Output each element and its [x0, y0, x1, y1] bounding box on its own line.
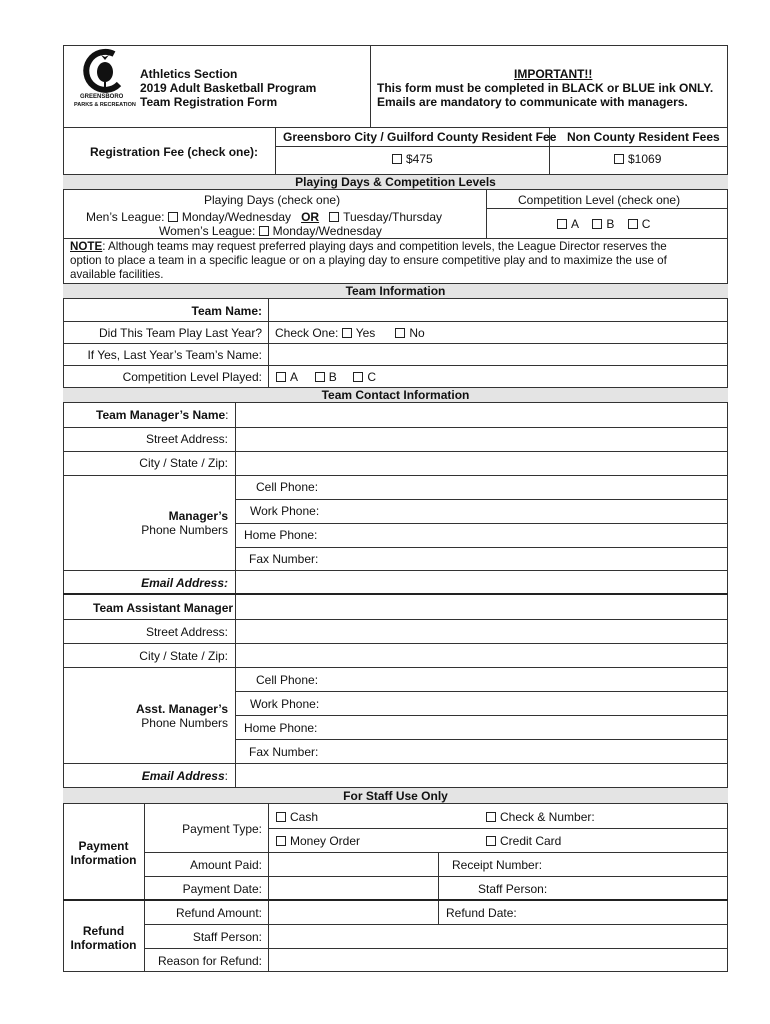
level-b-label: B — [606, 217, 615, 231]
no-label: No — [409, 326, 425, 340]
check-one-label: Check One: — [275, 326, 339, 340]
refund-reason-field[interactable] — [269, 949, 727, 971]
manager-fax-label: Fax Number: — [249, 552, 319, 566]
assistant-email-label: Email Address — [141, 769, 225, 783]
cash-checkbox[interactable] — [276, 812, 286, 822]
played-level-b-checkbox[interactable] — [315, 372, 325, 382]
refund-staff-label: Staff Person: — [192, 930, 262, 944]
cash-label: Cash — [290, 810, 319, 824]
mens-mon-wed-checkbox[interactable] — [168, 212, 178, 222]
played-level-c-label: C — [367, 370, 377, 384]
manager-street-label: Street Address: — [145, 432, 228, 446]
assistant-line-3 — [63, 667, 728, 668]
nonresident-fee-checkbox[interactable] — [614, 154, 624, 164]
amount-paid-label: Amount Paid: — [189, 858, 262, 872]
level-a-checkbox[interactable] — [557, 219, 567, 229]
competition-played-label: Competition Level Played: — [122, 370, 262, 384]
registration-fee-label: Registration Fee (check one): — [90, 145, 259, 159]
playing-days-header: Playing Days (check one) — [204, 193, 341, 207]
manager-bottom-line — [63, 593, 728, 595]
manager-work-label: Work Phone: — [250, 504, 320, 518]
note-label: NOTE — [70, 240, 103, 253]
playing-days-bottom-line — [63, 238, 728, 239]
assistant-phone-line-2 — [235, 715, 728, 716]
mens-mon-wed-label: Monday/Wednesday — [181, 210, 292, 224]
money-order-label: Money Order — [290, 834, 361, 848]
assistant-street-label: Street Address: — [145, 625, 228, 639]
level-b-checkbox[interactable] — [592, 219, 602, 229]
nonresident-fee-option[interactable] — [614, 152, 661, 166]
manager-email-label: Email Address: — [141, 576, 228, 590]
assistant-phone-line-3 — [235, 739, 728, 740]
manager-cell-label: Cell Phone: — [256, 480, 319, 494]
mens-tue-thu-label: Tuesday/Thursday — [343, 210, 443, 224]
manager-line-3 — [63, 475, 728, 476]
note-line3: available facilities. — [70, 268, 164, 281]
played-level-b-label: B — [328, 370, 337, 384]
manager-phone-line-3 — [235, 547, 728, 548]
important-label-text: IMPORTANT!! — [514, 67, 593, 81]
staff-person-label: Staff Person: — [478, 882, 548, 896]
last-year-name-label: If Yes, Last Year’s Team’s Name: — [87, 348, 262, 362]
refund-amount-label: Refund Amount: — [175, 906, 262, 920]
level-a-label: A — [571, 217, 580, 231]
important-label — [514, 67, 592, 81]
assistant-city-field[interactable] — [236, 644, 727, 666]
staff-use-title: For Staff Use Only — [343, 789, 448, 803]
header-title-line1: Athletics Section — [140, 67, 238, 81]
team-info-line-3 — [63, 365, 728, 366]
played-level-c-checkbox[interactable] — [353, 372, 363, 382]
womens-league-row — [159, 224, 382, 238]
played-last-year-options — [275, 326, 425, 340]
manager-city-field[interactable] — [236, 452, 727, 474]
refund-amount-field[interactable] — [269, 901, 437, 923]
staff-divider-1 — [144, 804, 145, 972]
team-info-line-1 — [63, 321, 728, 322]
manager-name-row — [96, 408, 229, 422]
yes-checkbox[interactable] — [342, 328, 352, 338]
no-checkbox[interactable] — [395, 328, 405, 338]
important-line1: This form must be completed in BLACK or BLUE ink ONLY. — [377, 81, 714, 95]
header-title-line3: Team Registration Form — [140, 95, 278, 109]
assistant-fax-label: Fax Number: — [249, 745, 319, 759]
money-order-option[interactable] — [276, 834, 360, 848]
mens-league-row — [86, 210, 442, 224]
refund-date-label: Refund Date: — [446, 906, 517, 920]
assistant-email-field[interactable] — [236, 764, 727, 786]
fee-header-line — [275, 146, 728, 147]
assistant-cell-label: Cell Phone: — [256, 673, 319, 687]
team-name-label: Team Name: — [191, 304, 262, 318]
nonresident-fee-value: $1069 — [628, 152, 662, 166]
manager-city-label: City / State / Zip: — [139, 456, 228, 470]
assistant-phone-label: Asst. Manager’s — [135, 702, 228, 716]
team-name-field[interactable] — [269, 300, 727, 320]
resident-fee-option[interactable] — [392, 152, 433, 166]
credit-card-checkbox[interactable] — [486, 836, 496, 846]
competition-level-header: Competition Level (check one) — [518, 193, 681, 207]
greensboro-logo — [74, 46, 136, 114]
payment-info-line2: Information — [70, 853, 137, 867]
manager-street-field[interactable] — [236, 428, 727, 450]
resident-fee-header: Greensboro City / Guilford County Resident Fee — [283, 130, 557, 144]
womens-mon-wed-label: Monday/Wednesday — [272, 224, 382, 238]
refund-info-line2: Information — [70, 938, 137, 952]
staff-divider-3 — [438, 852, 439, 924]
nonresident-fee-header: Non County Resident Fees — [567, 130, 720, 144]
money-order-checkbox[interactable] — [276, 836, 286, 846]
manager-email-field[interactable] — [236, 571, 727, 592]
resident-fee-checkbox[interactable] — [392, 154, 402, 164]
fee-divider-1 — [275, 127, 276, 174]
competition-played-options — [276, 370, 376, 384]
played-level-a-checkbox[interactable] — [276, 372, 286, 382]
mens-tue-thu-checkbox[interactable] — [329, 212, 339, 222]
played-level-a-label: A — [290, 370, 299, 384]
manager-name-colon: : — [225, 408, 229, 422]
or-label: OR — [301, 210, 320, 224]
mens-league-label: Men’s League: — [86, 210, 165, 224]
payment-date-field[interactable] — [269, 877, 437, 899]
competition-level-options — [557, 217, 650, 231]
payment-date-label: Payment Date: — [182, 882, 262, 896]
check-checkbox[interactable] — [486, 812, 496, 822]
staff-line-1 — [268, 828, 728, 829]
last-year-name-field[interactable] — [269, 344, 727, 364]
assistant-label: Team Assistant Manager — [93, 601, 234, 615]
logo-text-line2: PARKS & RECREATION — [74, 102, 136, 108]
yes-label: Yes — [355, 326, 376, 340]
check-label: Check & Number: — [500, 810, 595, 824]
team-contact-title: Team Contact Information — [321, 388, 470, 402]
note-line1 — [70, 240, 667, 254]
played-last-year-label: Did This Team Play Last Year? — [99, 326, 262, 340]
note-text-1: : Although teams may request preferred playing days and competition levels, the League Director reserves the — [102, 240, 667, 253]
manager-phone-line-1 — [235, 499, 728, 500]
level-c-checkbox[interactable] — [628, 219, 638, 229]
payment-info-line1: Payment — [78, 839, 129, 853]
playing-days-header-line — [486, 208, 728, 209]
refund-reason-label: Reason for Refund: — [157, 954, 262, 968]
manager-home-label: Home Phone: — [244, 528, 318, 542]
level-c-label: C — [641, 217, 651, 231]
assistant-home-label: Home Phone: — [244, 721, 318, 735]
resident-fee-value: $475 — [406, 152, 433, 166]
playing-days-divider — [486, 190, 487, 238]
assistant-work-label: Work Phone: — [250, 697, 320, 711]
header-divider — [370, 45, 371, 128]
manager-name-field[interactable] — [236, 404, 727, 426]
assistant-email-colon: : — [224, 769, 228, 783]
note-line2: option to place a team in a specific league or on a playing day to ensure competitive play and to maximize the use of — [70, 254, 667, 267]
womens-league-label: Women’s League: — [159, 224, 256, 238]
cash-option[interactable] — [276, 810, 318, 824]
assistant-email-row — [70, 769, 228, 783]
logo-text-line1: GREENSBORO — [80, 94, 124, 100]
amount-paid-field[interactable] — [269, 853, 437, 875]
credit-card-label: Credit Card — [500, 834, 562, 848]
assistant-city-label: City / State / Zip: — [139, 649, 228, 663]
manager-phone-line-2 — [235, 523, 728, 524]
check-option[interactable] — [486, 810, 595, 824]
manager-name-label: Team Manager’s Name — [96, 408, 226, 422]
header-title-line2: 2019 Adult Basketball Program — [140, 81, 317, 95]
assistant-street-field[interactable] — [236, 620, 727, 642]
manager-phone-numbers-label: Phone Numbers — [141, 523, 228, 537]
receipt-number-label: Receipt Number: — [452, 858, 543, 872]
playing-days-title: Playing Days & Competition Levels — [295, 175, 496, 189]
assistant-name-field[interactable] — [236, 596, 727, 618]
refund-staff-field[interactable] — [269, 925, 727, 947]
team-info-title: Team Information — [345, 284, 446, 298]
assistant-phone-numbers-label: Phone Numbers — [141, 716, 228, 730]
payment-type-label: Payment Type: — [182, 822, 262, 836]
header-bottom-line — [63, 127, 728, 128]
manager-phone-label: Manager’s — [168, 509, 228, 523]
important-line2: Emails are mandatory to communicate with managers. — [377, 95, 688, 109]
refund-info-line1: Refund — [82, 924, 125, 938]
womens-mon-wed-checkbox[interactable] — [259, 226, 269, 236]
assistant-phone-line-1 — [235, 691, 728, 692]
credit-card-option[interactable] — [486, 834, 561, 848]
